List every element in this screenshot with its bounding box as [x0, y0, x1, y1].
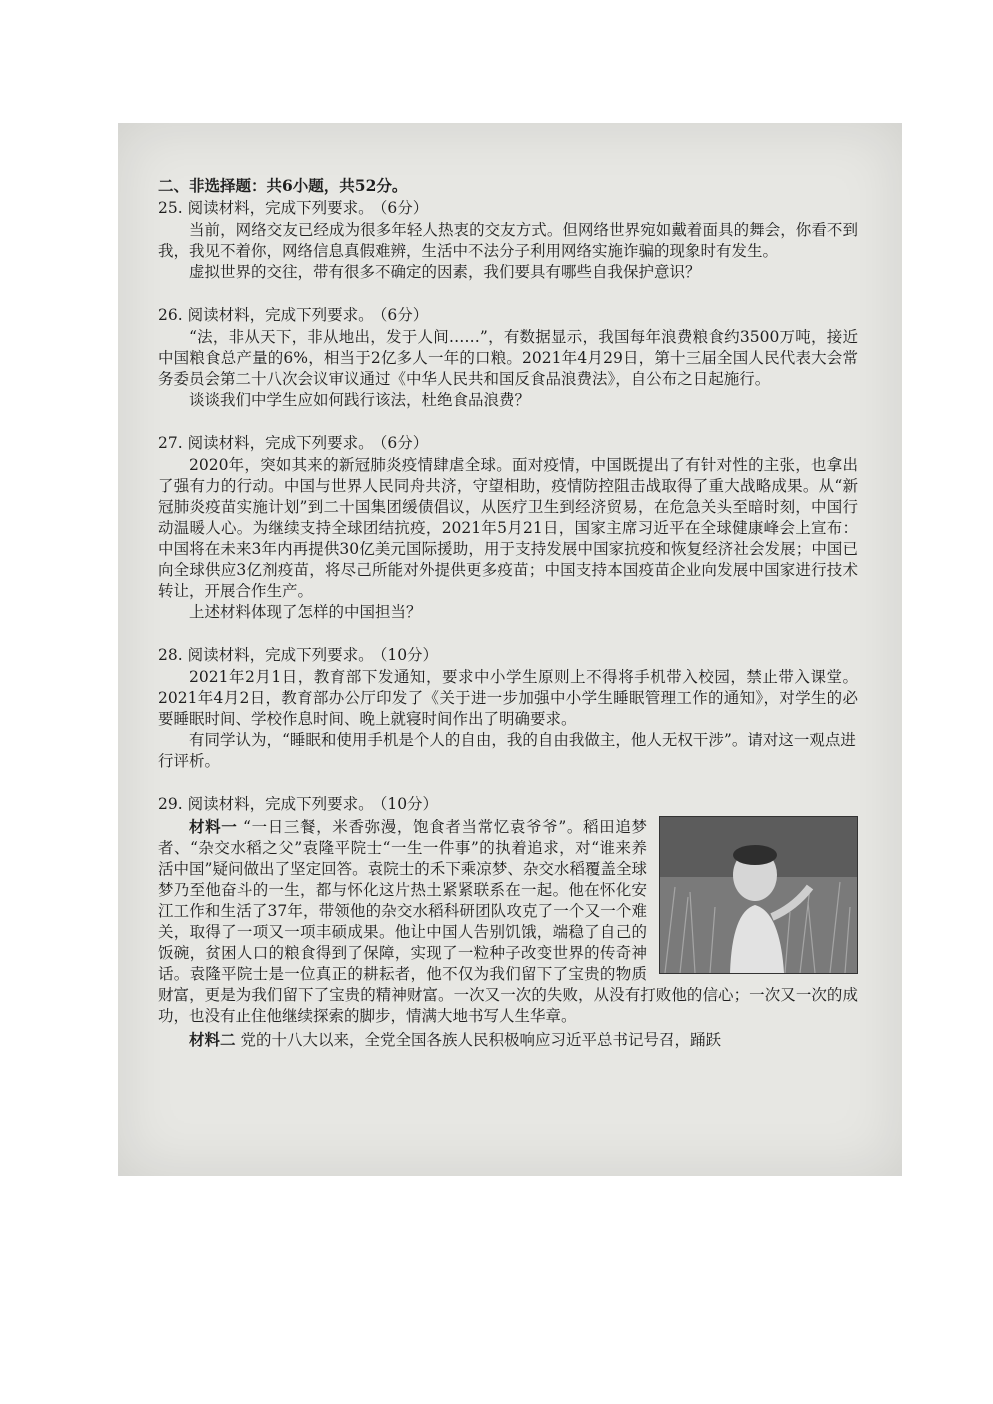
question-number-title: 28. 阅读材料，完成下列要求。	[158, 646, 374, 664]
material-two-paragraph	[158, 1029, 858, 1051]
question-number-title: 27. 阅读材料，完成下列要求。	[158, 434, 374, 452]
question-prompt: 上述材料体现了怎样的中国担当？	[189, 603, 422, 621]
material-paragraph: “法，非从天下，非从地出，发于人间……”，有数据显示，我国每年浪费粮食约3500万吨，接近中国粮食总产量的6%，相当于2亿多人一年的口粮。2021年4月29日，第十三届全国人民代表大会常务委员会第二十八次会议审议通过《中华人民共和国反食品浪费法》，自公布之日起施行。	[158, 328, 858, 388]
material-one-text: “一日三餐，米香弥漫，饱食者当常忆袁爷爷”。稻田追梦者、“杂交水稻之父”袁隆平院士“一生一件事”的执着追求，对“谁来养活中国”疑问做出了坚定回答。袁院士的禾下乘凉梦、杂交水稻覆盖全球梦乃至他奋斗的一生，都与怀化这片热土紧紧联系在一起。他在怀化安江工作和生活了37年，带领他的杂交水稻科研团队攻克了一个又一个难关，取得了一项又一项丰硕成果。他让中国人告别饥饿，端稳了自己的饭碗，贫困人口的粮食得到了保障，实现了一粒种子改变世界的传奇神话。袁隆平院士是一位真正的耕耘者，他不仅为我们留下了宝贵的物质财富，更是为我们留下了宝贵的精神财富。一次又一次的失败，从没有打败他的信心；一次又一次的成功，也没有止住他继续探索的脚步，情满大地书写人生华章。	[158, 818, 858, 1025]
question-title	[158, 794, 858, 815]
material-paragraph: 2020年，突如其来的新冠肺炎疫情肆虐全球。面对疫情，中国既提出了有针对性的主张，也拿出了强有力的行动。中国与世界人民同舟共济，守望相助，疫情防控阻击战取得了重大战略成果。从“新冠肺炎疫苗实施计划”到二十国集团缓债倡议，从医疗卫生到经济贸易，在危急关头至暗时刻，中国行动温暖人心。为继续支持全球团结抗疫，2021年5月21日，国家主席习近平在全球健康峰会上宣布：中国将在未来3年内再提供30亿美元国际援助，用于支持发展中国家抗疫和恢复经济社会发展；中国已向全球供应3亿剂疫苗，将尽己所能对外提供更多疫苗；中国支持本国疫苗企业向发展中国家进行技术转让，开展合作生产。	[158, 456, 858, 600]
question-number-title: 26. 阅读材料，完成下列要求。	[158, 306, 374, 324]
question-29-body	[158, 816, 858, 1051]
question-28	[158, 645, 858, 772]
question-29	[158, 794, 858, 1051]
question-points: （6分）	[379, 434, 429, 452]
question-title	[158, 198, 858, 219]
question-title	[158, 305, 858, 326]
question-prompt: 虚拟世界的交往，带有很多不确定的因素，我们要具有哪些自我保护意识？	[189, 263, 701, 281]
material-two-text: 党的十八大以来，全党全国各族人民积极响应习近平总书记号召，踊跃	[240, 1031, 721, 1049]
question-prompt: 谈谈我们中学生应如何践行该法，杜绝食品浪费？	[189, 391, 531, 409]
question-points: （10分）	[379, 646, 439, 664]
exam-document	[158, 175, 858, 1065]
question-title	[158, 433, 858, 454]
question-number-title: 25. 阅读材料，完成下列要求。	[158, 199, 374, 217]
question-25	[158, 198, 858, 283]
question-prompt: 有同学认为，“睡眠和使用手机是个人的自由，我的自由我做主，他人无权干涉”。请对这一观点进行评析。	[158, 731, 856, 770]
section-header: 二、非选择题：共6小题，共52分。	[158, 176, 408, 195]
portrait-photo	[659, 816, 858, 974]
question-points: （6分）	[379, 199, 429, 217]
rice-field-portrait-image	[660, 817, 857, 973]
question-points: （6分）	[379, 306, 429, 324]
question-26	[158, 305, 858, 411]
question-number-title: 29. 阅读材料，完成下列要求。	[158, 795, 374, 813]
material-two-label: 材料二	[189, 1030, 236, 1049]
material-paragraph: 2021年2月1日，教育部下发通知，要求中小学生原则上不得将手机带入校园，禁止带入课堂。2021年4月2日，教育部办公厅印发了《关于进一步加强中小学生睡眠管理工作的通知》，对学生的必要睡眠时间、学校作息时间、晚上就寝时间作出了明确要求。	[158, 668, 858, 728]
question-27	[158, 433, 858, 623]
scanned-exam-page	[118, 123, 902, 1176]
material-one-label: 材料一	[189, 817, 238, 836]
question-title	[158, 645, 858, 666]
material-paragraph: 当前，网络交友已经成为很多年轻人热衷的交友方式。但网络世界宛如戴着面具的舞会，你看不到我，我见不着你，网络信息真假难辨，生活中不法分子利用网络实施诈骗的现象时有发生。	[158, 221, 858, 260]
question-points: （10分）	[379, 795, 439, 813]
